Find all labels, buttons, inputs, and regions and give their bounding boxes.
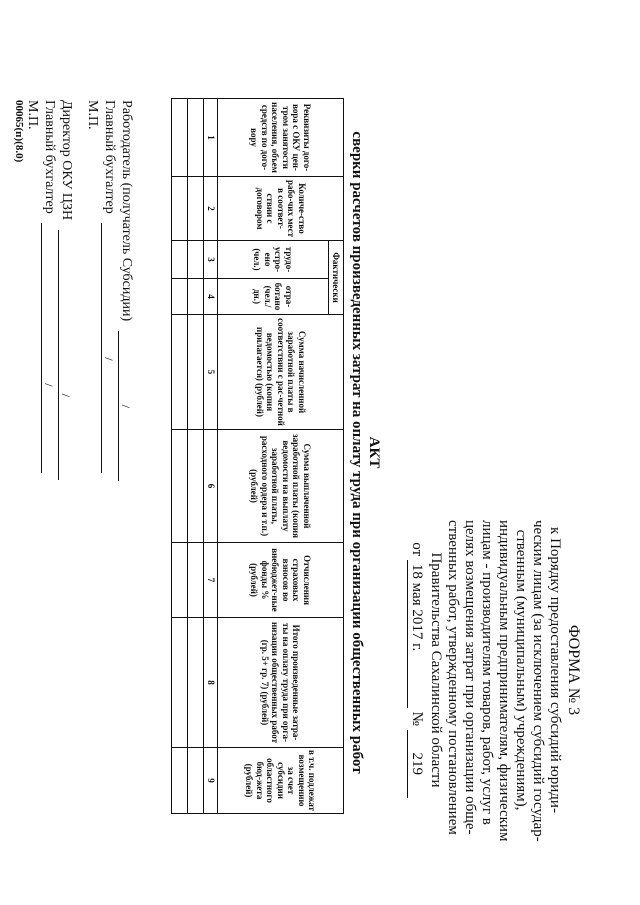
decree-prefix: от (409, 542, 425, 557)
column-number: 1 (204, 99, 218, 177)
stamp-label-2: М.П. (25, 100, 40, 130)
decree-date: 18 мая 2017 г. (407, 560, 425, 708)
act-title-heading: АКТ (366, 436, 382, 469)
employer-label: Работодатель (получатель Субсидии) (119, 100, 134, 322)
decree-number: 219 (407, 730, 425, 798)
employer-signature-block (84, 100, 135, 500)
act-title-subheading: сверки расчетов произведенных затрат на оплату труда при организации общественных работ (349, 131, 365, 774)
form-code: 00065(п)(8.0) (13, 100, 25, 163)
employer-signature-line[interactable]: / (118, 331, 133, 481)
chief-accountant-label: Главный бухгалтер (102, 100, 117, 214)
table-cell (188, 543, 204, 618)
table-cell (188, 279, 204, 315)
table-row (188, 99, 204, 814)
table-cell (172, 618, 188, 748)
header-line: ческим лицам (за исключением субсидий государ- (530, 520, 546, 842)
table-cell (172, 241, 188, 279)
form-number: ФОРМА № 3 (565, 624, 582, 716)
table-cell (188, 618, 204, 748)
column-number: 8 (204, 618, 218, 748)
column-number: 2 (204, 177, 218, 241)
table-cell (172, 315, 188, 430)
director-signature-line[interactable]: / (58, 230, 73, 480)
table-cell (188, 315, 204, 430)
col-header-employed: трудо-устро-ено (чел.) (218, 241, 329, 279)
table-cell (172, 543, 188, 618)
act-title (348, 100, 382, 805)
table-cell (172, 99, 188, 177)
table-cell (188, 177, 204, 241)
table-row (172, 99, 188, 814)
decree-number-sign: № (409, 711, 425, 726)
col-header-workplaces: Количе-ство рабо-чих мест в соответ-ствии с договором (218, 177, 344, 241)
column-number: 3 (204, 241, 218, 279)
header-line: ственным (муниципальным) учреждениям), (513, 529, 529, 811)
col-header-worked: отра-ботано (чел./ дн.) (218, 279, 329, 315)
column-number: 6 (204, 430, 218, 543)
column-number: 7 (204, 543, 218, 618)
col-header-total-costs: Итого произведенные затра-ты на оплату труда при орга-низации общественных работ (гр. 5+ гр. 7) (рублей) (218, 618, 344, 748)
col-header-accrued-salary: Сумма начисленной заработной платы в соответствии с рас-четной ведомостью (копия прилагается) (рублей) (218, 315, 344, 430)
chief-accountant-signature-line[interactable]: / (101, 223, 116, 473)
col-header-contract-details: Реквизиты дого-вора с ОКУ цен-тром занятости населения, объем средств по дого-вору (218, 99, 344, 177)
table-cell (172, 279, 188, 315)
col-header-insurance: Отчисления страховых взносов во внебюджет-ные фонды % (рублей) (218, 543, 344, 618)
reconciliation-table (171, 98, 344, 814)
form-header (407, 520, 582, 842)
header-line: Правительства Сахалинской области (428, 552, 444, 788)
table-cell (188, 99, 204, 177)
column-number: 4 (204, 279, 218, 315)
col-header-subsidy: в т.ч. подлежат возмещению за счет субсидии областного бюд-жета (рублей) (218, 748, 344, 814)
table-cell (188, 748, 204, 814)
table-cell (188, 241, 204, 279)
chief-accountant-2-signature-line[interactable]: / (41, 223, 56, 473)
table-cell (172, 430, 188, 543)
director-label: Директор ОКУ ЦЗН (59, 100, 74, 221)
col-group-actual: Фактически (329, 241, 344, 315)
table-cell (188, 430, 204, 543)
column-number: 5 (204, 315, 218, 430)
table-cell (172, 177, 188, 241)
column-number-row (204, 99, 218, 814)
director-signature-block (24, 100, 75, 500)
table-cell (172, 748, 188, 814)
col-header-paid-salary: Сумма выплаченной заработной платы (копия ведомости на выплату заработной платы, расходного ордера и т.п.) (рублей) (218, 430, 344, 543)
stamp-label: М.П. (85, 100, 100, 130)
column-number: 9 (204, 748, 218, 814)
header-line: целях возмещения затрат при организации обще- (462, 520, 478, 835)
decree-line (407, 520, 425, 820)
header-line: ственных работ, утвержденному постановлением (445, 520, 461, 835)
header-line: лицам - производителям товаров, работ, услуг в (479, 520, 495, 825)
chief-accountant-2-label: Главный бухгалтер (42, 100, 57, 214)
header-line: индивидуальным предпринимателям, физическим (496, 520, 512, 842)
header-line: к Порядку предоставления субсидий юриди- (547, 527, 563, 813)
